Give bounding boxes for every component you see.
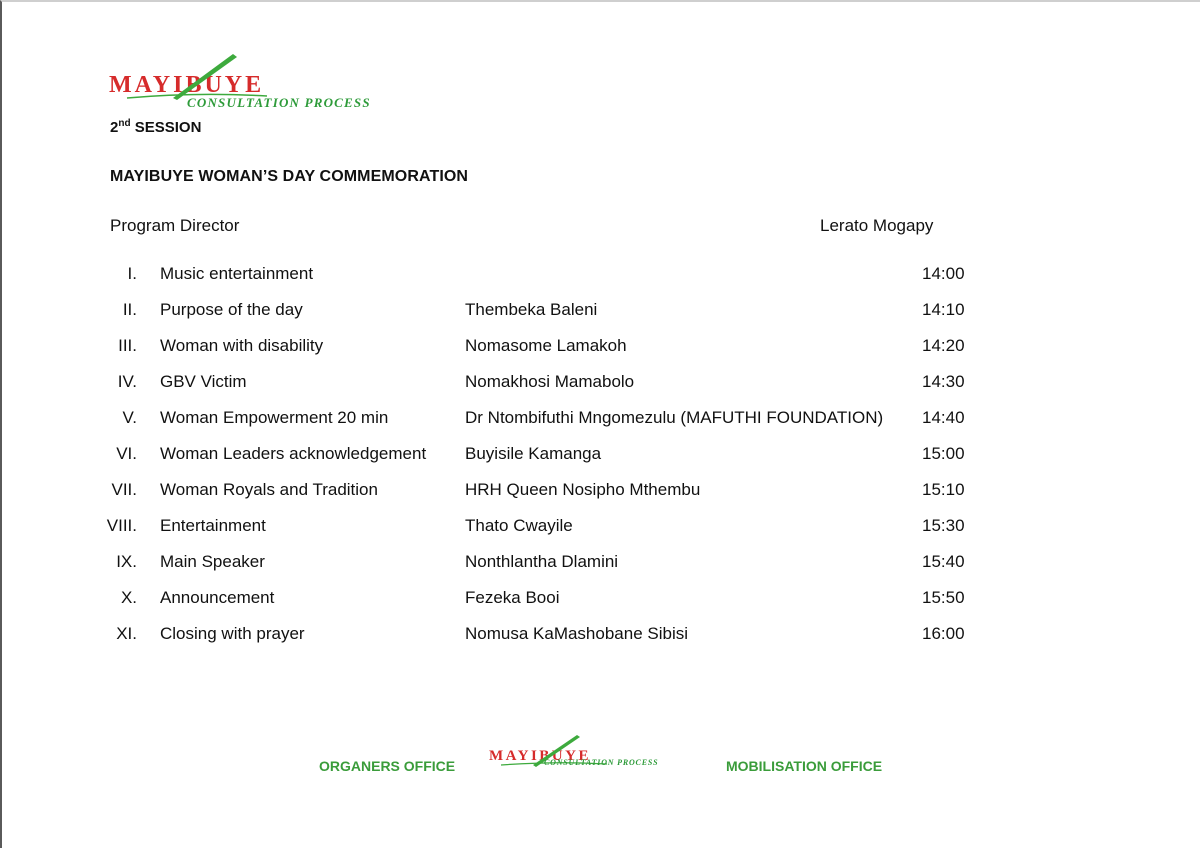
agenda-item: Entertainment bbox=[160, 516, 266, 535]
agenda-speaker: Nonthlantha Dlamini bbox=[465, 552, 619, 571]
agenda-item: Main Speaker bbox=[160, 552, 265, 571]
agenda-item: Music entertainment bbox=[160, 264, 314, 283]
agenda-time: 15:30 bbox=[922, 516, 965, 535]
agenda-number: II. bbox=[122, 300, 137, 319]
event-title: MAYIBUYE WOMAN’S DAY COMMEMORATION bbox=[110, 168, 469, 185]
agenda-time: 15:00 bbox=[922, 444, 965, 463]
agenda-row bbox=[2, 552, 1200, 576]
agenda-time: 14:40 bbox=[922, 408, 965, 427]
agenda-item: GBV Victim bbox=[160, 372, 247, 391]
agenda-speaker: Nomusa KaMashobane Sibisi bbox=[465, 624, 689, 643]
agenda-time: 14:30 bbox=[922, 372, 965, 391]
agenda-row bbox=[2, 300, 1200, 324]
agenda-number: V. bbox=[122, 408, 137, 427]
session-heading: 2nd SESSION bbox=[110, 118, 202, 136]
agenda-item: Purpose of the day bbox=[160, 300, 303, 319]
agenda-time: 14:20 bbox=[922, 336, 965, 355]
agenda-row bbox=[2, 480, 1200, 504]
agenda-speaker: Fezeka Booi bbox=[465, 588, 560, 607]
program-director-name: Lerato Mogapy bbox=[820, 216, 934, 235]
pen-logo-icon bbox=[107, 52, 407, 112]
mayibuye-logo-footer bbox=[487, 734, 697, 776]
agenda-number: IV. bbox=[117, 372, 137, 391]
agenda-number: VII. bbox=[111, 480, 137, 499]
pen-logo-icon bbox=[487, 734, 697, 776]
agenda-time: 15:40 bbox=[922, 552, 965, 571]
agenda-item: Woman Royals and Tradition bbox=[160, 480, 378, 499]
program-director-label: Program Director bbox=[110, 216, 240, 235]
agenda-row bbox=[2, 264, 1200, 288]
agenda-number: VI. bbox=[116, 444, 137, 463]
footer-mobilisation-office: MOBILISATION OFFICE bbox=[726, 758, 883, 774]
agenda-speaker: Thato Cwayile bbox=[465, 516, 573, 535]
agenda-item: Closing with prayer bbox=[160, 624, 305, 643]
agenda-time: 16:00 bbox=[922, 624, 965, 643]
agenda-number: IX. bbox=[116, 552, 137, 571]
agenda-speaker: Nomakhosi Mamabolo bbox=[465, 372, 635, 391]
agenda-speaker: Nomasome Lamakoh bbox=[465, 336, 627, 355]
agenda-row bbox=[2, 624, 1200, 648]
agenda-number: X. bbox=[120, 588, 137, 607]
agenda-item: Woman Empowerment 20 min bbox=[160, 408, 389, 427]
logo-name: MAYIBUYE bbox=[489, 748, 591, 764]
agenda-speaker: Buyisile Kamanga bbox=[465, 444, 602, 463]
agenda-row bbox=[2, 444, 1200, 468]
agenda-time: 15:10 bbox=[922, 480, 965, 499]
agenda-row bbox=[2, 372, 1200, 396]
mayibuye-logo bbox=[107, 52, 407, 112]
footer-organisers-office: ORGANERS OFFICE bbox=[319, 758, 456, 774]
agenda-row bbox=[2, 516, 1200, 540]
agenda-speaker: HRH Queen Nosipho Mthembu bbox=[465, 480, 701, 499]
logo-name: MAYIBUYE bbox=[109, 72, 265, 98]
logo-subtitle: CONSULTATION PROCESS bbox=[187, 95, 371, 110]
agenda-item: Announcement bbox=[160, 588, 275, 607]
agenda-speaker: Thembeka Baleni bbox=[465, 300, 598, 319]
agenda-time: 15:50 bbox=[922, 588, 965, 607]
agenda-row bbox=[2, 336, 1200, 360]
agenda-number: VIII. bbox=[106, 516, 137, 535]
agenda-item: Woman Leaders acknowledgement bbox=[160, 444, 427, 463]
agenda-speaker: Dr Ntombifuthi Mngomezulu (MAFUTHI FOUNDATION) bbox=[465, 408, 884, 427]
agenda-time: 14:00 bbox=[922, 264, 965, 283]
agenda-number: III. bbox=[118, 336, 137, 355]
agenda-time: 14:10 bbox=[922, 300, 965, 319]
agenda-number: I. bbox=[127, 264, 137, 283]
agenda-row bbox=[2, 408, 1200, 432]
agenda-item: Woman with disability bbox=[160, 336, 324, 355]
agenda-row bbox=[2, 588, 1200, 612]
agenda-number: XI. bbox=[116, 624, 137, 643]
logo-subtitle: CONSULTATION PROCESS bbox=[544, 758, 659, 767]
